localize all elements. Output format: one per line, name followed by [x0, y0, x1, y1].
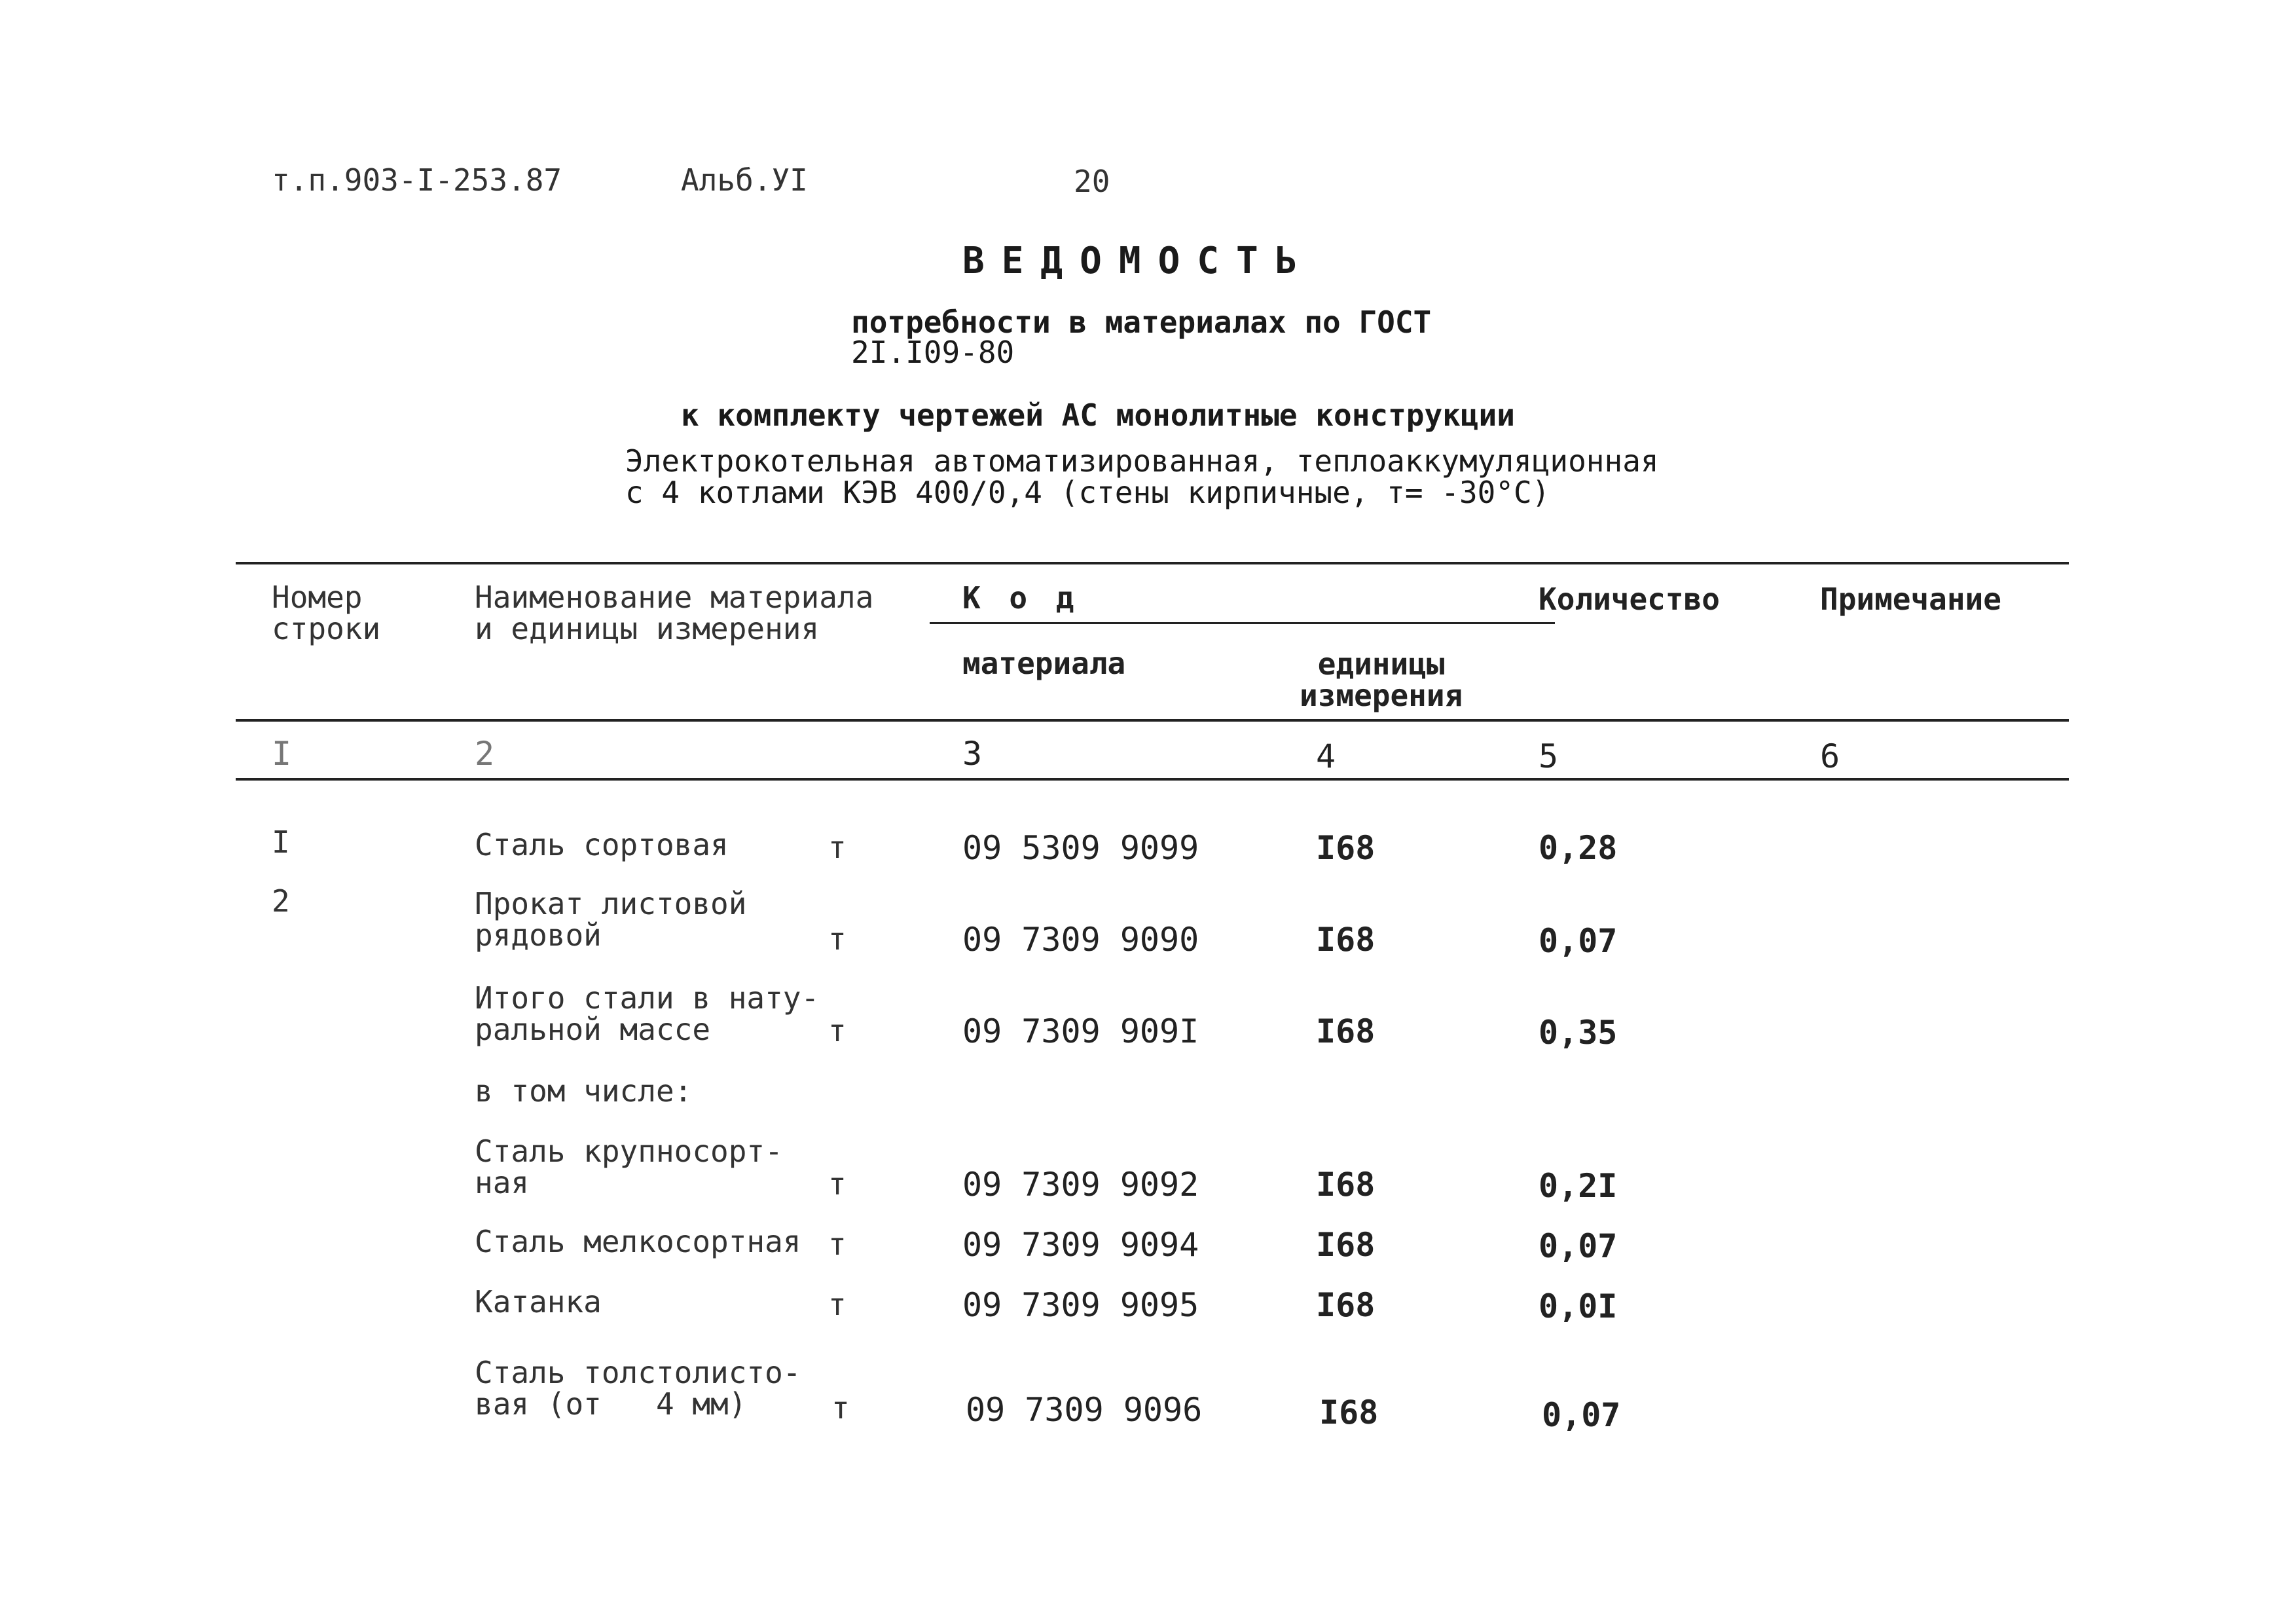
row-unit: т — [828, 1227, 847, 1262]
column-number-2: 2 — [475, 735, 495, 773]
row-number: 2 — [272, 883, 290, 919]
header-code-unit: единицы измерения — [1300, 646, 1463, 713]
row-unit-code: I68 — [1316, 1226, 1376, 1264]
row-material-name: Сталь толстолисто- вая (от 4 мм) — [475, 1355, 801, 1422]
header-bottom-rule — [236, 719, 2069, 722]
subtitle-line-1: потребности в материалах по ГОСТ — [851, 304, 1432, 340]
row-unit-code: I68 — [1319, 1393, 1379, 1431]
row-number: I — [272, 824, 290, 860]
header-code: К о д — [962, 580, 1080, 616]
header-note: Примечание — [1820, 581, 2001, 617]
column-number-3: 3 — [962, 735, 983, 773]
header-row-number: Номер строки — [272, 580, 381, 646]
header-code-material: материала — [962, 646, 1126, 681]
row-material-name: Сталь сортовая — [475, 827, 729, 862]
row-quantity: 0,35 — [1539, 1014, 1618, 1052]
row-material-code: 09 5309 9099 — [962, 829, 1199, 867]
row-quantity: 0,07 — [1539, 922, 1618, 960]
column-number-5: 5 — [1539, 737, 1559, 775]
row-material-name: Прокат листовой рядовой — [475, 886, 747, 953]
row-material-name: Итого стали в нату- ральной массе — [475, 980, 820, 1047]
row-unit-code: I68 — [1316, 1012, 1376, 1050]
row-quantity: 0,0I — [1539, 1287, 1618, 1325]
subtitle-line-3: к комплекту чертежей АС монолитные конструкции — [681, 397, 1515, 433]
row-unit-code: I68 — [1316, 1286, 1376, 1324]
code-header-rule — [930, 622, 1555, 624]
subtitle-line-5: с 4 котлами КЭВ 400/0,4 (стены кирпичные, т= -30°С) — [625, 475, 1550, 510]
table-top-rule — [236, 562, 2069, 564]
row-quantity: 0,2I — [1539, 1167, 1618, 1205]
row-unit-code: I68 — [1316, 829, 1376, 867]
column-number-6: 6 — [1820, 737, 1840, 775]
row-material-name: Сталь крупносорт- ная — [475, 1134, 783, 1200]
row-unit: т — [828, 830, 847, 865]
row-unit: т — [828, 1166, 847, 1202]
subtitle-line-2: 2I.I09-80 — [851, 335, 1015, 370]
row-quantity: 0,28 — [1539, 829, 1618, 867]
row-material-code: 09 7309 9092 — [962, 1166, 1199, 1204]
row-material-code: 09 7309 909I — [962, 1012, 1199, 1050]
row-quantity: 0,07 — [1542, 1396, 1621, 1434]
document-reference: т.п.903-I-253.87 — [272, 162, 562, 198]
header-material-name: Наименование материала и единицы измерения — [475, 580, 874, 646]
column-number-1: I — [272, 735, 292, 773]
row-quantity: 0,07 — [1539, 1227, 1618, 1265]
row-material-name: Сталь мелкосортная — [475, 1224, 801, 1259]
row-material-name: в том числе: — [475, 1073, 693, 1109]
page-number: 20 — [1074, 164, 1110, 199]
row-unit-code: I68 — [1316, 921, 1376, 959]
row-material-code: 09 7309 9095 — [962, 1286, 1199, 1324]
row-material-name: Катанка — [475, 1284, 602, 1320]
album-label: Альб.УI — [681, 162, 808, 198]
subtitle-line-4: Электрокотельная автоматизированная, теплоаккумуляционная — [625, 443, 1659, 479]
row-material-code: 09 7309 9094 — [962, 1226, 1199, 1264]
row-unit: т — [828, 1013, 847, 1048]
row-unit: т — [828, 921, 847, 957]
row-unit-code: I68 — [1316, 1166, 1376, 1204]
row-material-code: 09 7309 9096 — [966, 1391, 1203, 1429]
document-title: ВЕДОМОСТЬ — [962, 240, 1315, 282]
row-material-code: 09 7309 9090 — [962, 921, 1199, 959]
column-number-4: 4 — [1316, 737, 1336, 775]
row-unit: т — [828, 1287, 847, 1322]
column-numbers-rule — [236, 778, 2069, 781]
row-unit: т — [831, 1390, 850, 1426]
header-quantity: Количество — [1539, 581, 1720, 617]
